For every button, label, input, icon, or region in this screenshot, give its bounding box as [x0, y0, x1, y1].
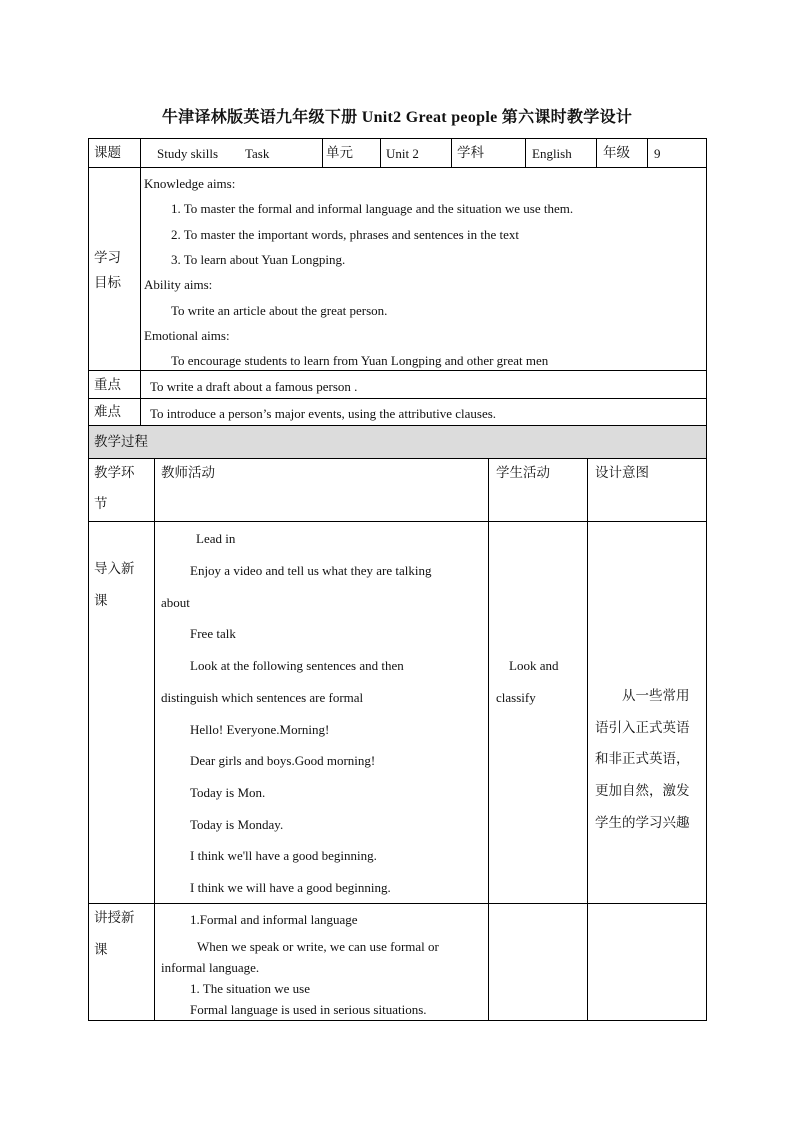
topic-label: 课题 — [94, 145, 121, 161]
design-intent-line: 更加自然，激发 — [595, 783, 690, 799]
design-intent-line: 学生的学习兴趣 — [595, 815, 690, 831]
subject-value: English — [532, 146, 572, 161]
col-student-activity: 学生活动 — [496, 465, 550, 481]
new-lesson-stage-1: 讲授新 — [94, 910, 135, 926]
lead-in-line: Lead in — [196, 531, 236, 546]
student-activity-line-1: Look and — [509, 658, 559, 673]
ability-aim-1: To write an article about the great person. — [171, 303, 388, 318]
col-stage-line-1: 教学环 — [94, 465, 135, 481]
lead-in-line: I think we will have a good beginning. — [190, 880, 391, 895]
lead-in-line: about — [161, 595, 190, 610]
ability-aims-heading: Ability aims: — [144, 277, 213, 292]
new-lesson-stage-2: 课 — [94, 942, 108, 958]
grade-value: 9 — [654, 146, 661, 161]
topic-value-2: Task — [245, 146, 270, 161]
lead-in-line: Look at the following sentences and then — [190, 658, 404, 673]
student-activity-line-2: classify — [496, 690, 536, 705]
page-title: 牛津译林版英语九年级下册 Unit2 Great people 第六课时教学设计 — [161, 109, 633, 126]
topic-value: Study skills — [157, 146, 219, 161]
unit-label: 单元 — [326, 145, 353, 161]
design-intent-line: 和非正式英语， — [595, 751, 690, 767]
new-lesson-line: Formal language is used in serious situations. — [190, 1002, 427, 1017]
col-teacher-activity: 教师活动 — [161, 465, 215, 481]
lead-in-stage-2: 课 — [94, 593, 108, 609]
grade-label: 年级 — [603, 145, 630, 161]
knowledge-aims-heading: Knowledge aims: — [144, 176, 236, 191]
emotional-aim-1: To encourage students to learn from Yuan Longping and other great men — [171, 353, 549, 368]
lead-in-stage-1: 导入新 — [94, 561, 135, 577]
design-intent-line: 语引入正式英语 — [595, 720, 690, 736]
design-intent-line: 从一些常用 — [622, 688, 690, 704]
lead-in-line: I think we'll have a good beginning. — [190, 848, 377, 863]
lead-in-line: Hello! Everyone.Morning! — [190, 722, 330, 737]
emotional-aims-heading: Emotional aims: — [144, 328, 230, 343]
lead-in-line: Free talk — [190, 626, 236, 641]
knowledge-aim-1: 1. To master the formal and informal language and the situation we use them. — [171, 201, 574, 216]
new-lesson-line: 1.Formal and informal language — [190, 912, 358, 927]
unit-value: Unit 2 — [386, 146, 419, 161]
subject-label: 学科 — [457, 145, 484, 161]
difficulty-text: To introduce a person’s major events, using the attributive clauses. — [150, 406, 497, 421]
lead-in-line: Today is Mon. — [190, 785, 266, 800]
key-point-label: 重点 — [94, 377, 121, 393]
lead-in-line: Dear girls and boys.Good morning! — [190, 753, 376, 768]
process-header-bg — [88, 426, 706, 458]
new-lesson-line: When we speak or write, we can use formal or — [197, 939, 439, 954]
col-stage-line-2: 节 — [94, 496, 108, 512]
col-design-intent: 设计意图 — [595, 465, 649, 481]
knowledge-aim-2: 2. To master the important words, phrases and sentences in the text — [171, 227, 519, 242]
difficulty-label: 难点 — [94, 404, 121, 420]
objectives-label-2: 目标 — [94, 275, 121, 291]
lead-in-line: Today is Monday. — [190, 817, 284, 832]
lead-in-line: Enjoy a video and tell us what they are talking — [190, 563, 432, 578]
new-lesson-line: 1. The situation we use — [190, 981, 310, 996]
process-header: 教学过程 — [94, 434, 148, 450]
knowledge-aim-3: 3. To learn about Yuan Longping. — [171, 252, 346, 267]
objectives-label-1: 学习 — [94, 250, 121, 266]
key-point-text: To write a draft about a famous person . — [150, 379, 358, 394]
new-lesson-line: informal language. — [161, 960, 260, 975]
lead-in-line: distinguish which sentences are formal — [161, 690, 364, 705]
